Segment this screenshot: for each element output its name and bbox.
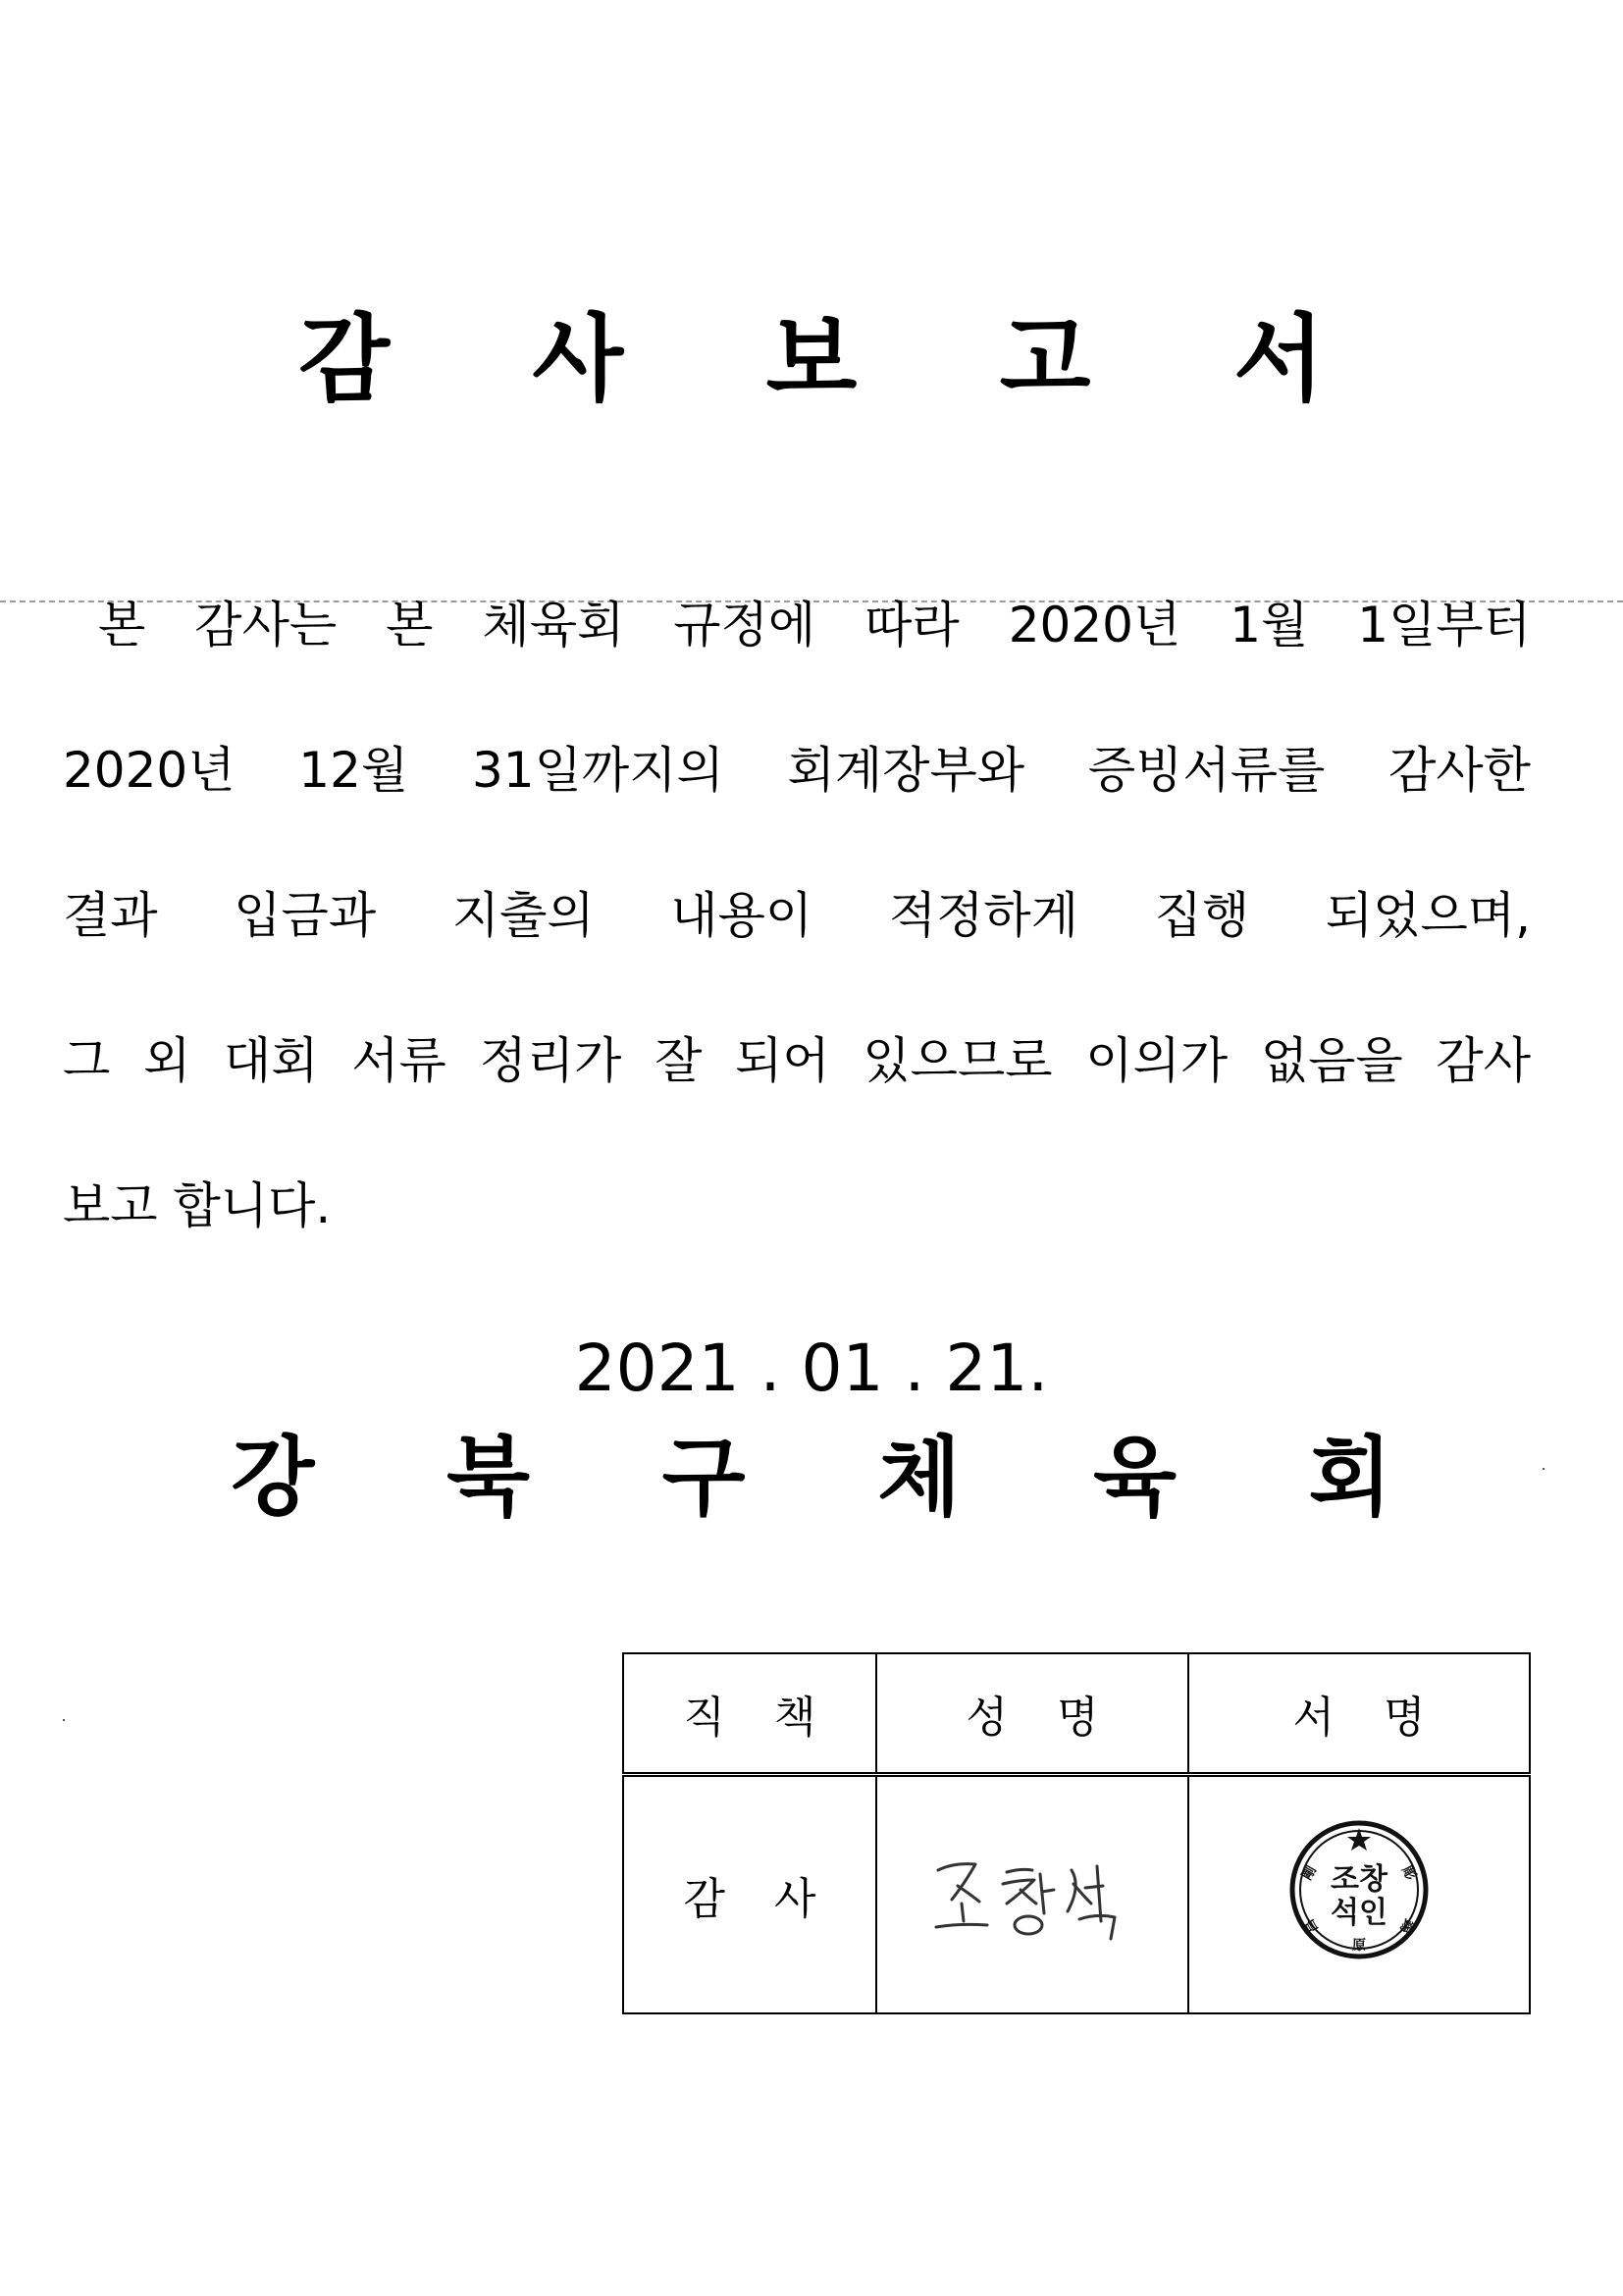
svg-text:조창: 조창 [1331, 1861, 1387, 1897]
cell-seal [1188, 1775, 1530, 2014]
body-line-4: 그 외 대회 서류 정리가 잘 되어 있으므로 이의가 없음을 감사 [63, 1032, 1531, 1089]
report-date: 2021 . 01 . 21. [574, 1331, 1049, 1406]
svg-text:석인: 석인 [1331, 1895, 1387, 1930]
signature-table-row [623, 1775, 1530, 2014]
cell-position: 감 사 [623, 1775, 876, 2014]
svg-text:剛: 剛 [1299, 1862, 1320, 1883]
body-line-3: 결과 입금과 지출의 내용이 적정하게 집행 되었으며, [63, 887, 1531, 944]
svg-text:原: 原 [1352, 1937, 1366, 1954]
body-line-5: 보고 합니다. [63, 1177, 332, 1234]
organization-name: 강 북 구 체 육 회 [231, 1427, 1443, 1528]
svg-text:錫: 錫 [1396, 1915, 1417, 1936]
body-line-1: 본 감사는 본 체육회 규정에 따라 2020년 1월 1일부터 [98, 597, 1531, 653]
document-title: 감 사 보 고 서 [298, 304, 1380, 414]
signature-table [622, 1652, 1531, 2014]
cell-name [876, 1775, 1188, 2014]
signature-table-header [623, 1653, 1530, 1775]
svg-text:彫: 彫 [1398, 1862, 1419, 1883]
handwritten-signature [924, 1831, 1140, 1949]
scan-speck [63, 1719, 65, 1721]
official-seal [1285, 1816, 1433, 1963]
svg-text:昌: 昌 [1301, 1915, 1322, 1936]
scan-speck [1543, 1468, 1544, 1470]
header-position: 직 책 [623, 1653, 876, 1775]
body-line-2: 2020년 12월 31일까지의 회계장부와 증빙서류를 감사한 [63, 742, 1531, 799]
header-name: 성 명 [876, 1653, 1188, 1775]
header-signature: 서 명 [1188, 1653, 1530, 1775]
